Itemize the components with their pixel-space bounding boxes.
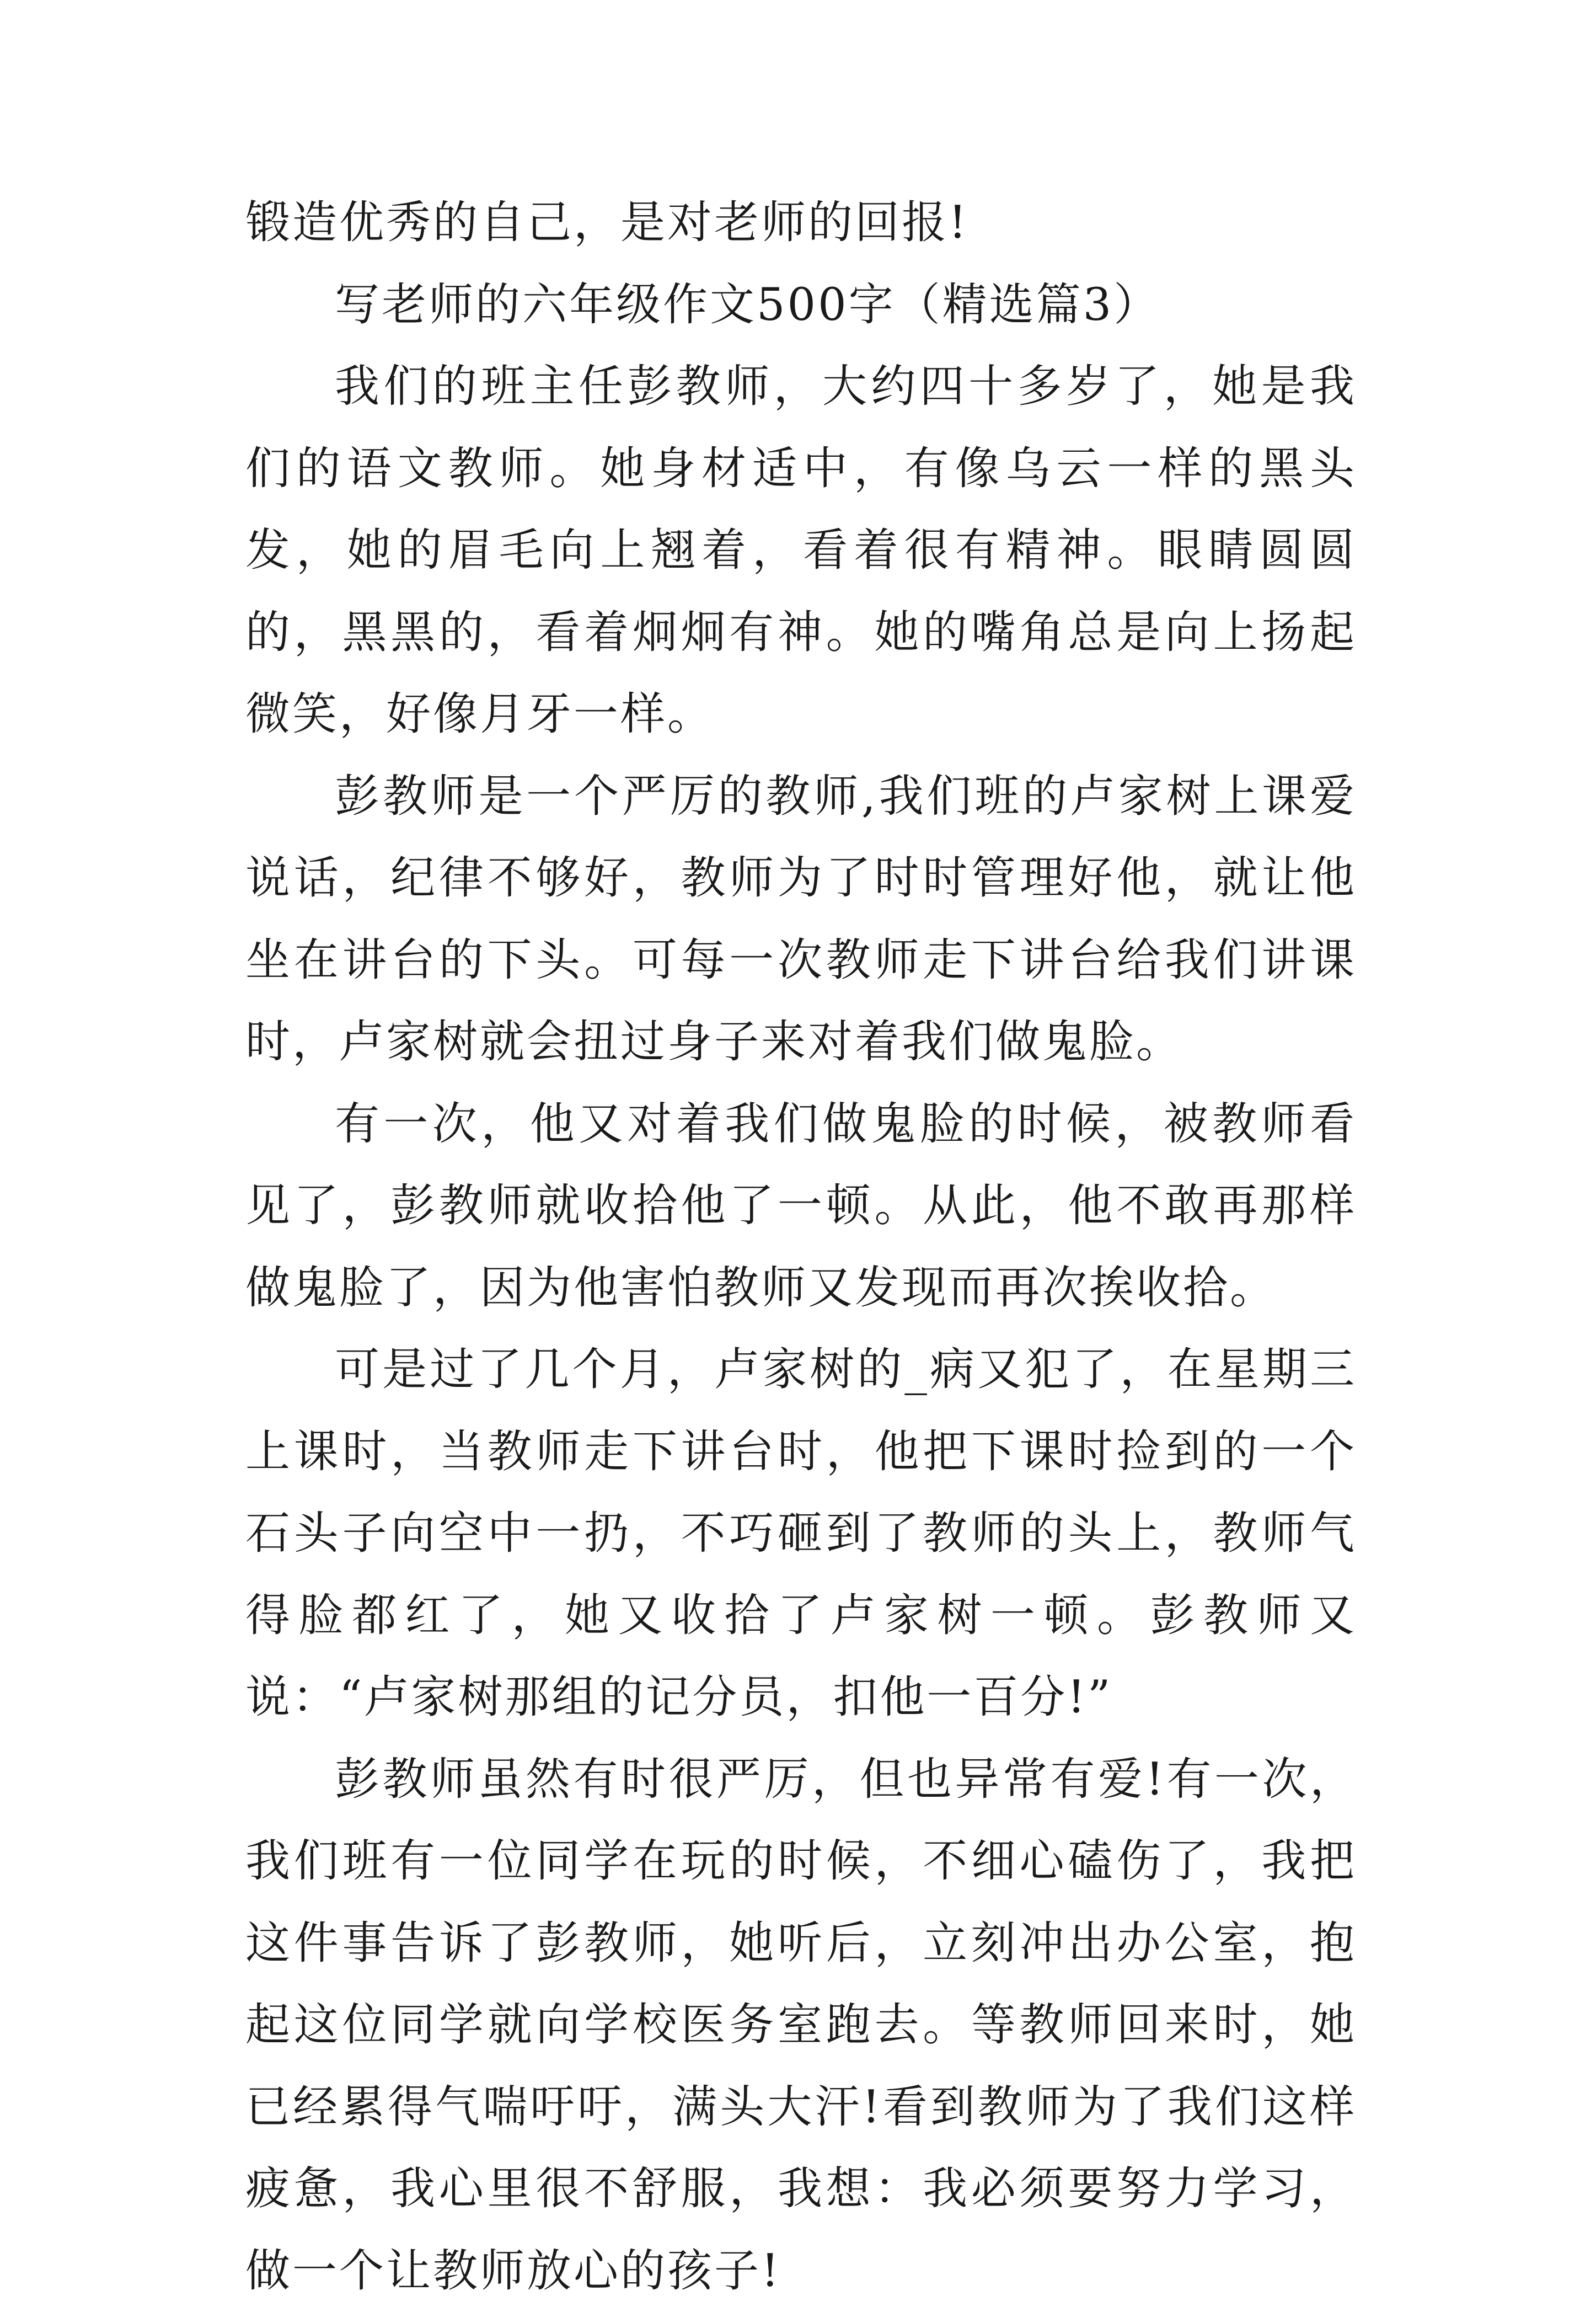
article-body <box>245 182 1357 2312</box>
section-title: 写老师的六年级作文500字（精选篇3） <box>245 264 1357 346</box>
paragraph-caught: 有一次，他又对着我们做鬼脸的时候，被教师看见了，彭教师就收拾他了一顿。从此，他不敢再那样做鬼脸了，因为他害怕教师又发现而再次挨收拾。 <box>245 1083 1357 1329</box>
paragraph-caring: 彭教师虽然有时很严厉，但也异常有爱!有一次，我们班有一位同学在玩的时候，不细心磕伤了，我把这件事告诉了彭教师，她听后，立刻冲出办公室，抱起这位同学就向学校医务室跑去。等教师回来时，她已经累得气喘吁吁，满头大汗!看到教师为了我们这样疲惫，我心里很不舒服，我想：我必须要努力学习，做一个让教师放心的孩子! <box>245 1739 1357 2312</box>
paragraph-strict-teacher: 彭教师是一个严厉的教师,我们班的卢家树上课爱说话，纪律不够好，教师为了时时管理好他，就让他坐在讲台的下头。可每一次教师走下讲台给我们讲课时，卢家树就会扭过身子来对着我们做鬼脸。 <box>245 756 1357 1083</box>
paragraph-intro: 我们的班主任彭教师，大约四十多岁了，她是我们的语文教师。她身材适中，有像乌云一样的黑头发，她的眉毛向上翘着，看着很有精神。眼睛圆圆的，黑黑的，看着炯炯有神。她的嘴角总是向上扬起微笑，好像月牙一样。 <box>245 346 1357 756</box>
paragraph-closing-line: 锻造优秀的自己，是对老师的回报! <box>245 182 1357 264</box>
paragraph-stone: 可是过了几个月，卢家树的_病又犯了，在星期三上课时，当教师走下讲台时，他把下课时捡到的一个石头子向空中一扔，不巧砸到了教师的头上，教师气得脸都红了，她又收拾了卢家树一顿。彭教师又说：“卢家树那组的记分员，扣他一百分!” <box>245 1329 1357 1739</box>
